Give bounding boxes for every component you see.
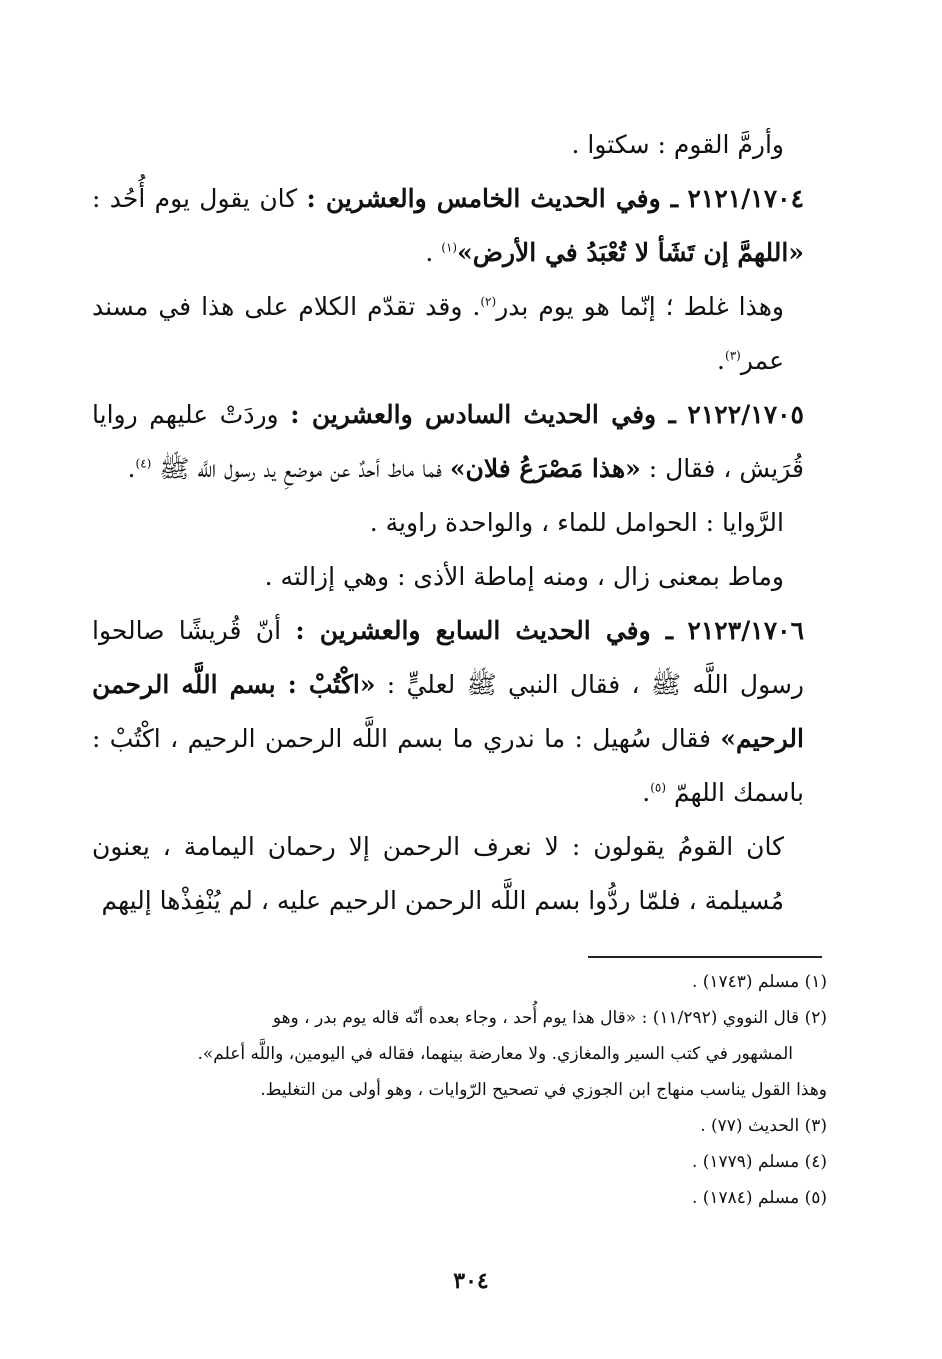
hadith-heading: ـ وفي الحديث الخامس والعشرين : <box>306 184 679 213</box>
footnote-4: (٤) مسلم (١٧٧٩) . <box>691 1152 827 1172</box>
footnote-5: (٥) مسلم (١٧٨٤) . <box>691 1188 827 1208</box>
hadith-text: أنّ قُريشًا صالحوا رسول اللَّه ﷺ ، فقال النبي ﷺ لعليٍّ : <box>92 616 805 699</box>
hadith-1705 <box>92 388 804 496</box>
footnote-ref: (٥) <box>650 780 667 795</box>
footnotes <box>92 964 827 1216</box>
hadith-heading: ـ وفي الحديث السابع والعشرين : <box>295 616 674 645</box>
page-number: ٣٠٤ <box>453 1268 489 1294</box>
paragraph-kana <box>92 820 804 928</box>
hadith-end: . <box>642 778 651 807</box>
hadith-end: . <box>127 454 136 483</box>
footnote-2-continued: المشهور في كتب السير والمغازي. ولا معارضة بينهما، فقاله في اليومين، واللَّه أعلم». <box>197 1044 793 1064</box>
footnote-separator <box>588 956 822 958</box>
main-text <box>92 118 804 928</box>
hadith-text: فقال سُهيل : ما ندري ما بسم اللَّه الرحمن الرحيم ، اكْتُبْ : باسمك اللهمّ <box>92 724 804 807</box>
footnote-2: (٢) قال النووي (١١/٢٩٢) : «قال هذا يوم أُحد ، وجاء بعده أنّه قاله يوم بدر ، وهو <box>272 1008 827 1028</box>
paragraph-text: وماط بمعنى زال ، ومنه إماطة الأذى : وهي إزالته . <box>264 562 784 591</box>
hadith-quote: «اللهمَّ إن تَشَأ لا تُعْبَدُ في الأرض» <box>457 238 804 267</box>
paragraph-text: كان القومُ يقولون : لا نعرف الرحمن إلا رحمان اليمامة ، يعنون مُسيلمة ، فلمّا ردُّوا بسم اللَّه الرحمن الرحيم عليه ، لم يُنْفِذْها إليهم <box>92 832 784 915</box>
hadith-heading: ـ وفي الحديث السادس والعشرين : <box>290 400 676 429</box>
paragraph-rawaya <box>92 496 804 550</box>
footnote-3: (٣) الحديث (٧٧) . <box>700 1116 827 1136</box>
paragraph-text: . وقد تقدّم الكلام على هذا في مسند عمر <box>92 292 784 375</box>
hadith-text: كان يقول يوم أُحُد : <box>92 184 307 213</box>
footnote-1: (١) مسلم (١٧٤٣) . <box>691 972 827 992</box>
footnote-2-comment: وهذا القول يناسب منهاج ابن الجوزي في تصحيح الرّوايات ، وهو أولى من التغليط. <box>260 1080 827 1100</box>
hadith-text: فما ماط أحدٌ عن موضعِ يد رسول اللَّه ﷺ <box>151 454 450 483</box>
paragraph-text: الرَّوايا : الحوامل للماء ، والواحدة راوية . <box>369 508 784 537</box>
paragraph-end: . <box>717 346 725 375</box>
paragraph-text: وأرمَّ القوم : سكتوا . <box>571 130 784 159</box>
hadith-quote: «هذا مَصْرَعُ فلان» <box>449 454 641 483</box>
hadith-text: وردَتْ عليهم روايا قُرَيش ، فقال : <box>92 400 804 483</box>
footnote-ref: (٤) <box>135 456 152 471</box>
hadith-1704 <box>92 172 804 280</box>
paragraph-mata <box>92 550 804 604</box>
hadith-number: ٢١٢٣/١٧٠٦ <box>687 616 805 645</box>
footnote-ref: (٢) <box>480 294 497 309</box>
hadith-number: ٢١٢٢/١٧٠٥ <box>687 400 804 429</box>
hadith-quote: «اكْتُبْ : بسم اللَّه الرحمن الرحيم» <box>92 670 804 753</box>
paragraph-armma <box>92 118 804 172</box>
footnote-ref: (١) <box>441 240 458 255</box>
hadith-1706 <box>92 604 804 820</box>
paragraph-ghalat <box>92 280 804 388</box>
footnote-ref: (٣) <box>725 348 741 363</box>
hadith-end: . <box>425 238 442 267</box>
paragraph-text: وهذا غلط ؛ إنّما هو يوم بدر <box>496 292 784 321</box>
hadith-number: ٢١٢١/١٧٠٤ <box>687 184 805 213</box>
